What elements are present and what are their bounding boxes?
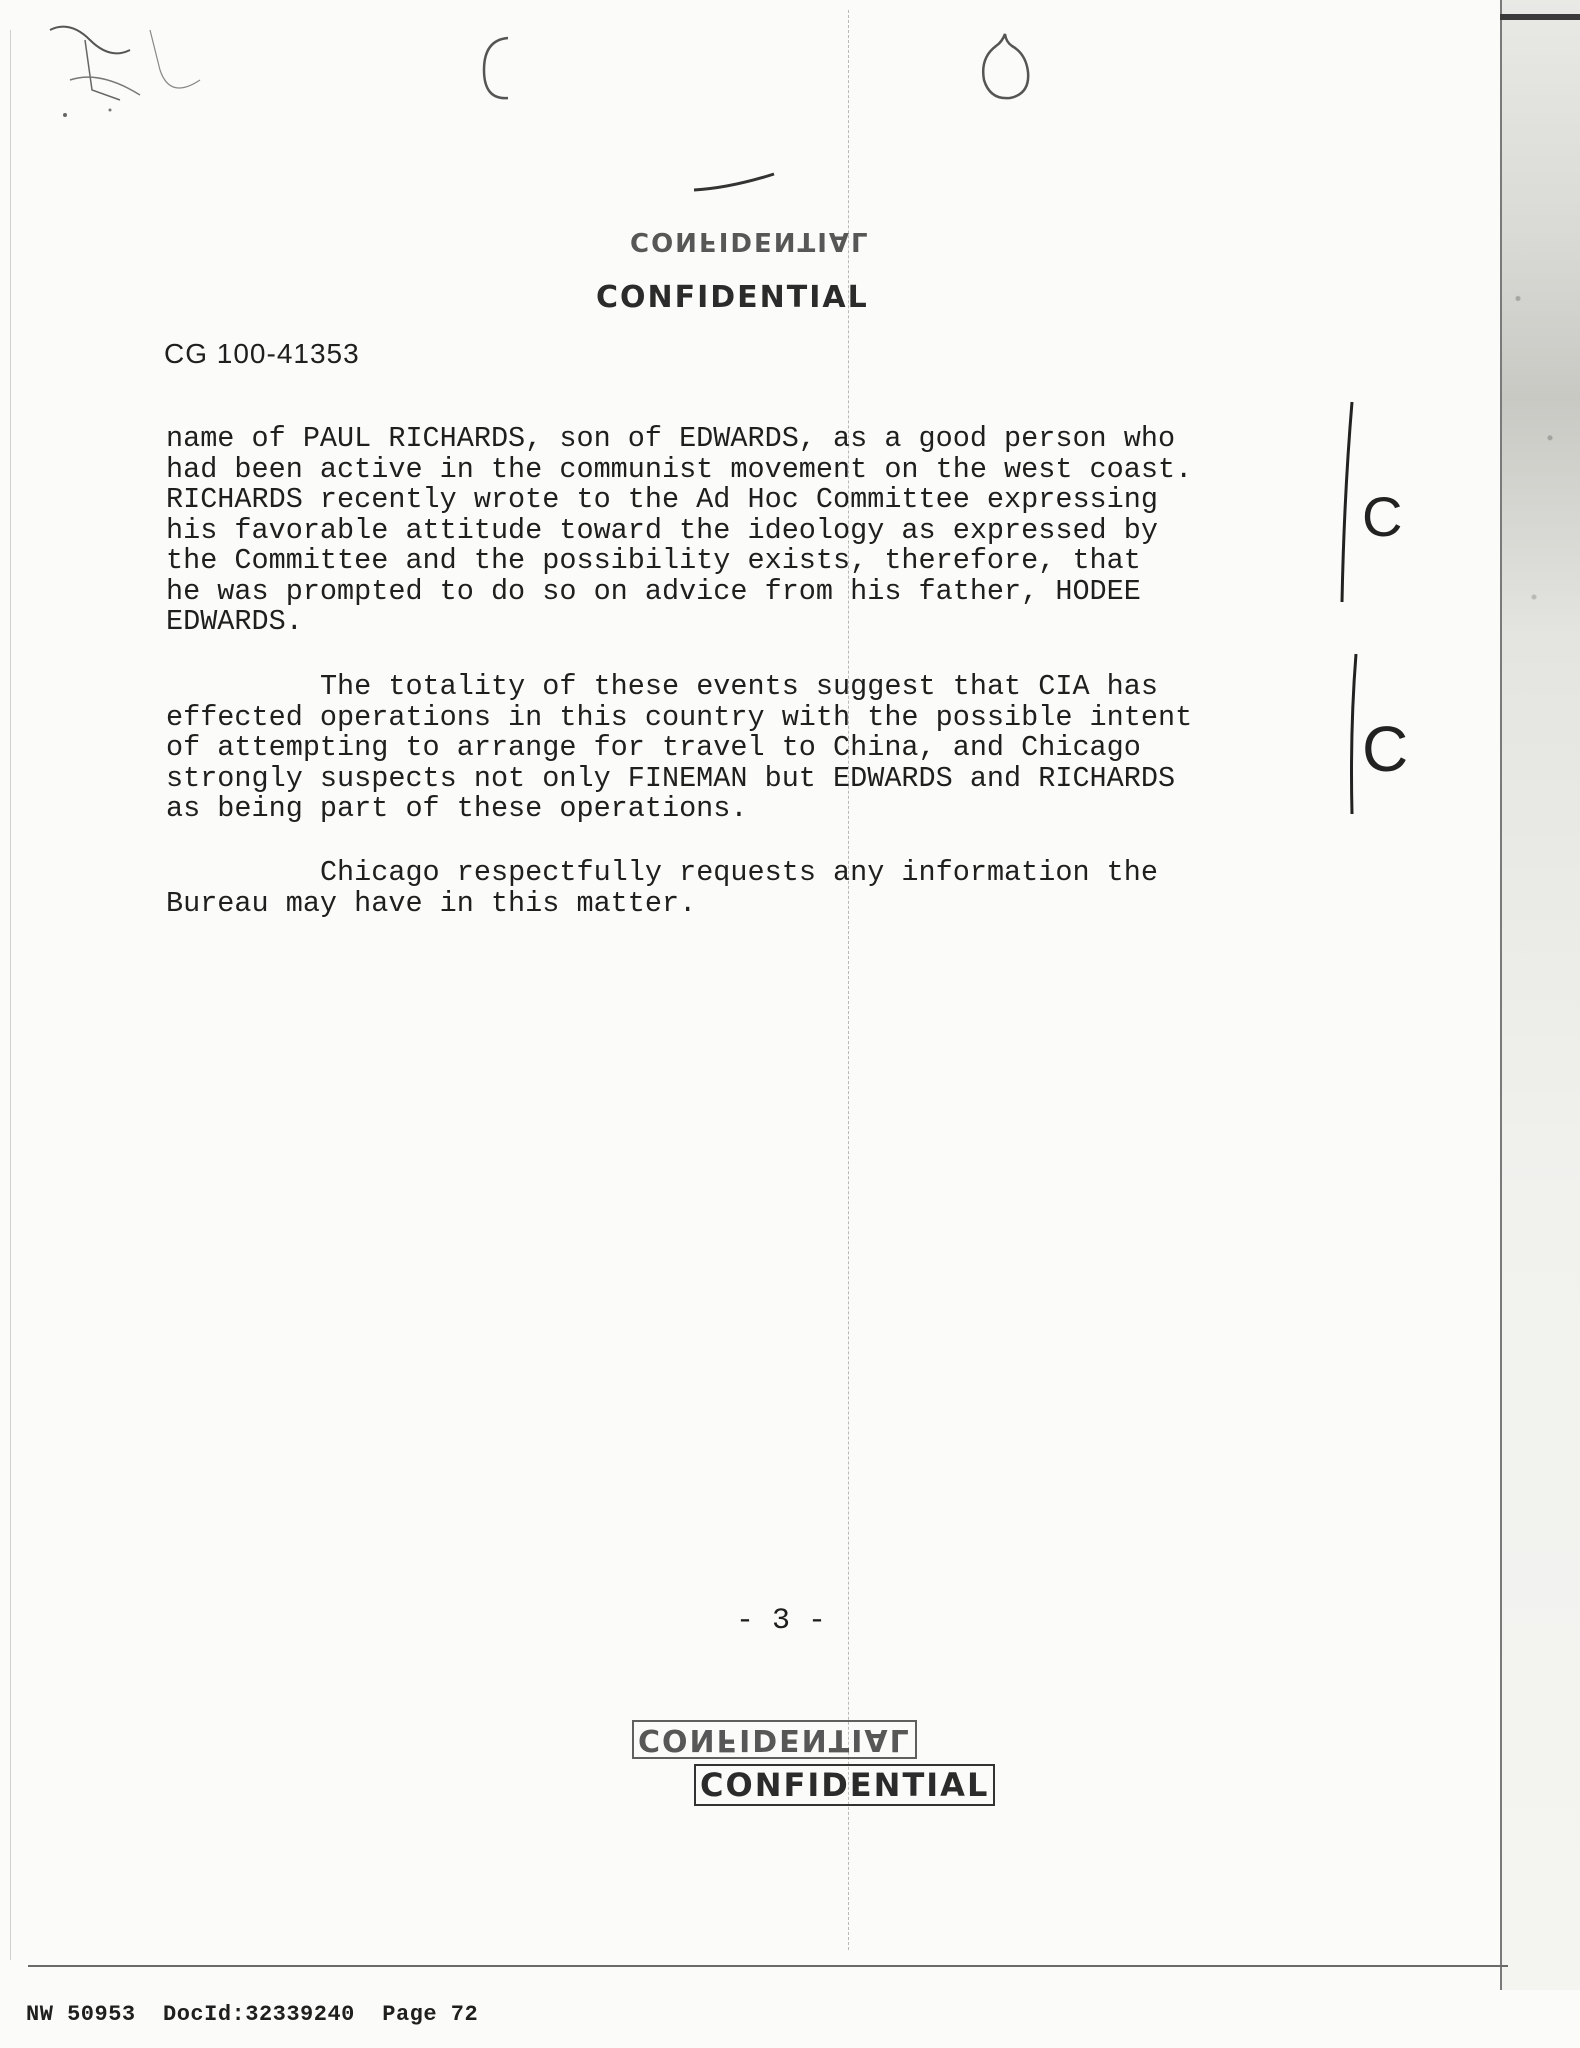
margin-mark-1: C bbox=[1362, 485, 1403, 548]
punch-hole-left-icon bbox=[470, 30, 530, 110]
footer-doc-id: DocId:32339240 bbox=[163, 2002, 355, 2027]
margin-mark-2: C bbox=[1362, 713, 1409, 785]
punch-hole-right-icon bbox=[970, 28, 1040, 108]
scanned-right-edge bbox=[1500, 0, 1580, 1990]
paragraph-1: name of PAUL RICHARDS, son of EDWARDS, as a good person who had been active in the communist movement on the west coast. RICHARDS recently wrote to the Ad Hoc Committee expressing his favorable attitude toward the ideology as expressed by the Committee and the possibility exists, therefore, that he was prompted to do so on advice from his father, HODEE EDWARDS. bbox=[166, 422, 1193, 638]
page-number: - 3 - bbox=[736, 1604, 827, 1638]
top-stamp-mirrored: CONFIDENTIAL bbox=[630, 226, 870, 256]
left-scan-edge bbox=[10, 30, 11, 1960]
corner-scribble-icon bbox=[30, 10, 230, 130]
paragraph-3: Chicago respectfully requests any information the Bureau may have in this matter. bbox=[166, 856, 1158, 920]
handwritten-dash-icon bbox=[690, 168, 780, 198]
bottom-rule bbox=[28, 1965, 1508, 1967]
file-number: CG 100-41353 bbox=[164, 338, 360, 369]
top-confidential-stamp: CONFIDENTIAL bbox=[596, 280, 869, 315]
footer-page: Page 72 bbox=[382, 2002, 479, 2027]
margin-bracket-1-icon bbox=[1330, 398, 1360, 608]
footer-nw: NW 50953 bbox=[26, 2002, 136, 2027]
scanned-right-edge-top bbox=[1500, 14, 1580, 20]
footer-line bbox=[26, 2002, 478, 2027]
paragraph-2: The totality of these events suggest that CIA has effected operations in this country with the possible intent of attempting to arrange for travel to China, and Chicago strongly suspects not only FINEMAN but EDWARDS and RICHARDS as being part of these operations. bbox=[166, 670, 1193, 825]
bottom-stamp-mirrored: CONFIDENTIAL bbox=[632, 1720, 917, 1759]
bottom-confidential-stamp: CONFIDENTIAL bbox=[694, 1764, 995, 1806]
